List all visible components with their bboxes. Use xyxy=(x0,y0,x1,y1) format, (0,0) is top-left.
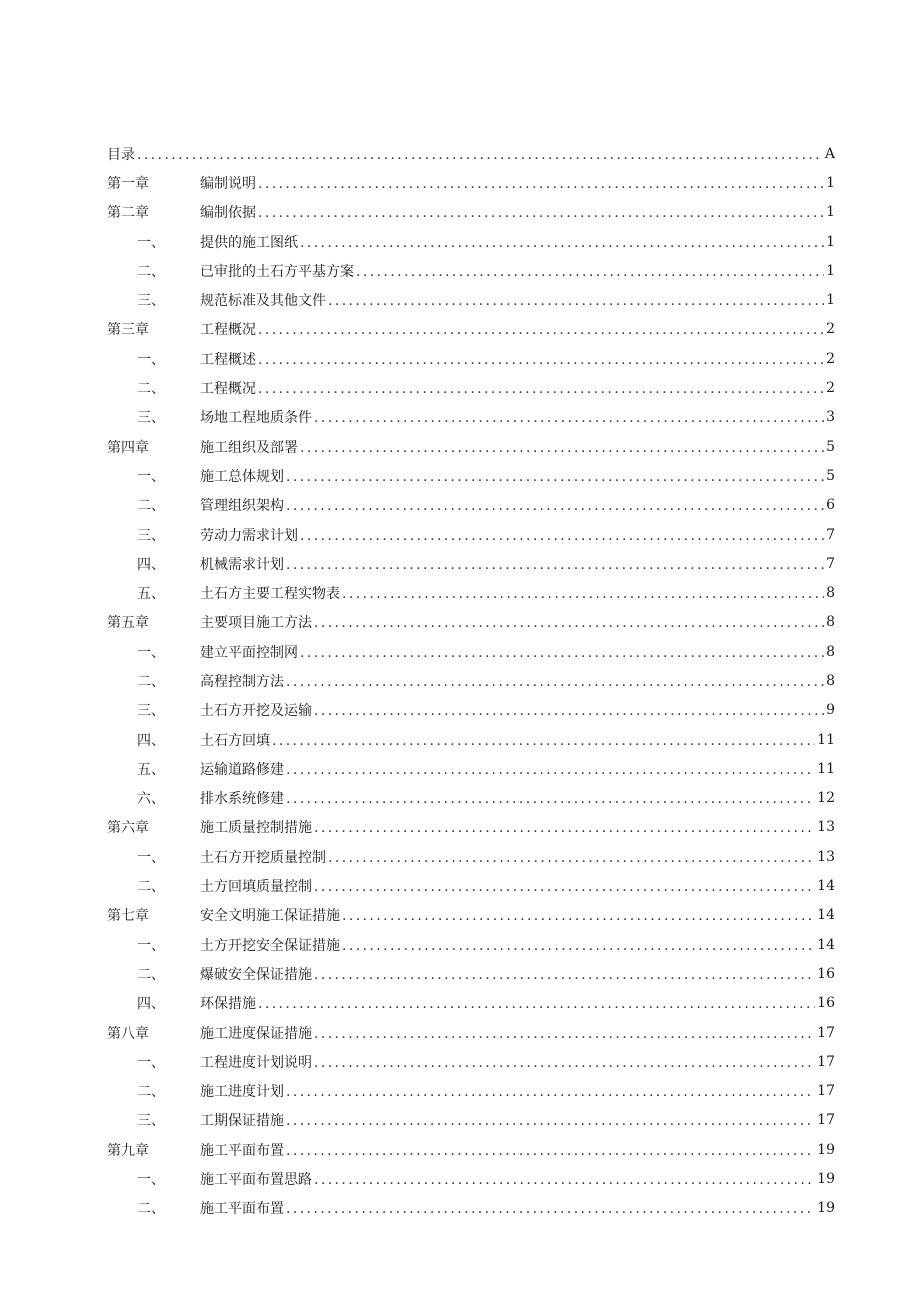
toc-entry-title: 排水系统修建 xyxy=(200,791,284,808)
toc-entry-title: 运输道路修建 xyxy=(200,761,284,778)
toc-entry-label: 三、 xyxy=(137,293,165,310)
toc-entry-page-number: 8 xyxy=(826,585,835,602)
toc-entry-page-number: 1 xyxy=(826,204,835,221)
toc-entry[interactable] xyxy=(107,344,835,373)
toc-entry-page-number: 8 xyxy=(826,672,835,689)
toc-entry-page-number: 1 xyxy=(826,292,835,309)
toc-entry-title: 施工平面布置 xyxy=(200,1142,284,1159)
toc-entry-page-number: 1 xyxy=(826,262,835,279)
toc-entry[interactable] xyxy=(107,784,835,813)
toc-entry-title: 爆破安全保证措施 xyxy=(200,966,312,983)
toc-dot-leader xyxy=(314,703,824,719)
toc-dot-leader xyxy=(286,1201,815,1217)
toc-dot-leader xyxy=(286,1143,815,1159)
toc-dot-leader xyxy=(328,293,824,309)
toc-entry[interactable] xyxy=(107,315,835,344)
toc-entry-title: 管理组织架构 xyxy=(200,498,284,515)
toc-entry-page-number: 13 xyxy=(817,848,835,865)
toc-entry-title: 土石方主要工程实物表 xyxy=(200,586,340,603)
toc-entry-page-number: 2 xyxy=(826,350,835,367)
toc-entry-title: 工程概况 xyxy=(200,322,256,339)
toc-dot-leader xyxy=(272,733,815,749)
toc-entry[interactable] xyxy=(107,549,835,578)
toc-entry-label: 五、 xyxy=(137,586,165,603)
toc-entry[interactable] xyxy=(107,901,835,930)
toc-entry-title: 已审批的土石方平基方案 xyxy=(200,263,354,280)
toc-entry[interactable] xyxy=(107,725,835,754)
toc-dot-leader xyxy=(286,469,824,485)
toc-entry-label: 二、 xyxy=(137,498,165,515)
toc-entry-label: 三、 xyxy=(137,703,165,720)
toc-entry-label: 一、 xyxy=(137,234,165,251)
toc-entry-page-number: 17 xyxy=(817,1083,835,1100)
toc-entry-title: 施工平面布置 xyxy=(200,1201,284,1218)
toc-entry-page-number: 11 xyxy=(817,760,835,777)
toc-entry[interactable] xyxy=(107,403,835,432)
toc-dot-leader xyxy=(342,586,824,602)
toc-dot-leader xyxy=(342,938,815,954)
toc-entry[interactable] xyxy=(107,227,835,256)
toc-entry-label: 目录 xyxy=(107,146,135,163)
toc-dot-leader xyxy=(258,322,824,338)
toc-entry[interactable] xyxy=(107,930,835,959)
toc-entry[interactable] xyxy=(107,1018,835,1047)
toc-entry-page-number: 2 xyxy=(826,380,835,397)
toc-entry-label: 第四章 xyxy=(107,439,149,456)
toc-entry-page-number: 9 xyxy=(826,702,835,719)
toc-entry-label: 三、 xyxy=(137,1113,165,1130)
toc-entry-page-number: 2 xyxy=(826,321,835,338)
toc-entry-title: 建立平面控制网 xyxy=(200,644,298,661)
toc-entry-label: 六、 xyxy=(137,791,165,808)
toc-entry-label: 第九章 xyxy=(107,1142,149,1159)
toc-entry-title: 施工平面布置思路 xyxy=(200,1172,312,1189)
toc-entry-page-number: 8 xyxy=(826,643,835,660)
toc-entry-label: 第三章 xyxy=(107,322,149,339)
toc-entry-label: 一、 xyxy=(137,849,165,866)
toc-entry[interactable] xyxy=(107,696,835,725)
toc-entry-title: 环保措施 xyxy=(200,996,256,1013)
toc-entry[interactable] xyxy=(107,520,835,549)
toc-entry-page-number: 7 xyxy=(826,526,835,543)
toc-dot-leader xyxy=(300,440,824,456)
toc-entry-page-number: 5 xyxy=(826,467,835,484)
toc-entry-title: 施工进度计划 xyxy=(200,1084,284,1101)
toc-dot-leader xyxy=(300,528,824,544)
toc-entry-title: 机械需求计划 xyxy=(200,556,284,573)
toc-entry[interactable] xyxy=(107,432,835,461)
toc-entry-title: 高程控制方法 xyxy=(200,673,284,690)
toc-entry[interactable] xyxy=(107,608,835,637)
toc-dot-leader xyxy=(328,850,815,866)
toc-entry-page-number: 5 xyxy=(826,438,835,455)
toc-entry[interactable] xyxy=(107,285,835,314)
toc-entry-page-number: 17 xyxy=(817,1112,835,1129)
toc-entry-label: 三、 xyxy=(137,410,165,427)
toc-entry-label: 第二章 xyxy=(107,205,149,222)
toc-entry-label: 一、 xyxy=(137,351,165,368)
toc-dot-leader xyxy=(258,381,824,397)
toc-entry-title: 规范标准及其他文件 xyxy=(200,293,326,310)
toc-dot-leader xyxy=(286,1084,815,1100)
toc-entry-label: 二、 xyxy=(137,673,165,690)
toc-entry[interactable] xyxy=(107,666,835,695)
toc-entry-title: 施工组织及部署 xyxy=(200,439,298,456)
toc-entry-label: 第六章 xyxy=(107,820,149,837)
toc-entry-label: 第一章 xyxy=(107,175,149,192)
toc-entry-page-number: 19 xyxy=(817,1141,835,1158)
toc-entry-page-number: 11 xyxy=(817,731,835,748)
toc-dot-leader xyxy=(314,820,815,836)
toc-entry[interactable] xyxy=(107,1047,835,1076)
toc-entry-title: 施工总体规划 xyxy=(200,468,284,485)
toc-dot-leader xyxy=(286,498,824,514)
toc-entry-label: 二、 xyxy=(137,1201,165,1218)
toc-entry[interactable] xyxy=(107,1135,835,1164)
toc-dot-leader xyxy=(300,235,824,251)
toc-entry-label: 四、 xyxy=(137,556,165,573)
toc-entry[interactable] xyxy=(107,373,835,402)
toc-entry-title: 场地工程地质条件 xyxy=(200,410,312,427)
toc-entry[interactable] xyxy=(107,168,835,197)
toc-entry-title: 编制依据 xyxy=(200,205,256,222)
toc-entry-label: 二、 xyxy=(137,1084,165,1101)
toc-entry-label: 第八章 xyxy=(107,1025,149,1042)
toc-entry-page-number: 1 xyxy=(826,233,835,250)
toc-entry-page-number: 7 xyxy=(826,555,835,572)
toc-entry-page-number: 17 xyxy=(817,1024,835,1041)
toc-entry-label: 二、 xyxy=(137,879,165,896)
toc-dot-leader xyxy=(258,996,815,1012)
toc-entry[interactable] xyxy=(107,1194,835,1223)
toc-entry-label: 一、 xyxy=(137,1172,165,1189)
toc-entry-title: 工程进度计划说明 xyxy=(200,1054,312,1071)
toc-entry-title: 工程概述 xyxy=(200,351,256,368)
toc-dot-leader xyxy=(258,176,824,192)
toc-entry-title: 安全文明施工保证措施 xyxy=(200,908,340,925)
toc-entry-title: 提供的施工图纸 xyxy=(200,234,298,251)
toc-entry[interactable] xyxy=(107,813,835,842)
toc-entry[interactable] xyxy=(107,1106,835,1135)
toc-dot-leader xyxy=(286,674,824,690)
toc-dot-leader xyxy=(286,762,815,778)
toc-entry-title: 编制说明 xyxy=(200,175,256,192)
toc-entry-title: 工程概况 xyxy=(200,381,256,398)
toc-dot-leader xyxy=(314,1172,815,1188)
toc-entry-label: 二、 xyxy=(137,966,165,983)
toc-entry-label: 一、 xyxy=(137,644,165,661)
toc-dot-leader xyxy=(286,1113,815,1129)
toc-entry[interactable] xyxy=(107,461,835,490)
toc-entry-title: 工期保证措施 xyxy=(200,1113,284,1130)
toc-entry-label: 二、 xyxy=(137,381,165,398)
toc-entry-title: 劳动力需求计划 xyxy=(200,527,298,544)
toc-entry[interactable] xyxy=(107,256,835,285)
toc-entry[interactable] xyxy=(107,491,835,520)
toc-dot-leader xyxy=(258,205,824,221)
toc-entry-page-number: 19 xyxy=(817,1200,835,1217)
toc-entry-title: 土石方开挖及运输 xyxy=(200,703,312,720)
toc-entry-label: 五、 xyxy=(137,761,165,778)
toc-entry-page-number: 14 xyxy=(817,907,835,924)
toc-entry-title: 施工进度保证措施 xyxy=(200,1025,312,1042)
toc-dot-leader xyxy=(314,410,824,426)
toc-entry-title: 土方开挖安全保证措施 xyxy=(200,937,340,954)
toc-entry[interactable] xyxy=(107,637,835,666)
toc-entry-label: 第五章 xyxy=(107,615,149,632)
toc-entry-page-number: 13 xyxy=(817,819,835,836)
table-of-contents xyxy=(107,139,835,1223)
toc-entry[interactable] xyxy=(107,842,835,871)
toc-dot-leader xyxy=(137,147,823,163)
toc-entry[interactable] xyxy=(107,989,835,1018)
toc-entry-page-number: 14 xyxy=(817,936,835,953)
toc-dot-leader xyxy=(286,791,815,807)
toc-entry-label: 二、 xyxy=(137,263,165,280)
toc-entry-page-number: 12 xyxy=(817,790,835,807)
toc-entry-page-number: 8 xyxy=(826,614,835,631)
toc-entry-page-number: 1 xyxy=(826,174,835,191)
toc-entry-page-number: 16 xyxy=(817,995,835,1012)
toc-dot-leader xyxy=(258,352,824,368)
toc-dot-leader xyxy=(300,645,824,661)
toc-entry[interactable] xyxy=(107,959,835,988)
toc-entry-label: 一、 xyxy=(137,468,165,485)
toc-entry[interactable] xyxy=(107,139,835,168)
toc-entry-label: 第七章 xyxy=(107,908,149,925)
toc-dot-leader xyxy=(314,1055,815,1071)
toc-entry-page-number: 3 xyxy=(826,409,835,426)
toc-entry-label: 四、 xyxy=(137,732,165,749)
toc-entry[interactable] xyxy=(107,754,835,783)
toc-entry-title: 土石方回填 xyxy=(200,732,270,749)
toc-entry[interactable] xyxy=(107,871,835,900)
toc-dot-leader xyxy=(314,967,815,983)
toc-dot-leader xyxy=(314,615,824,631)
toc-dot-leader xyxy=(356,264,824,280)
toc-entry-title: 施工质量控制措施 xyxy=(200,820,312,837)
toc-entry-page-number: A xyxy=(824,145,835,162)
toc-entry[interactable] xyxy=(107,198,835,227)
toc-dot-leader xyxy=(286,557,824,573)
toc-entry-title: 主要项目施工方法 xyxy=(200,615,312,632)
toc-entry[interactable] xyxy=(107,1077,835,1106)
toc-entry-title: 土石方开挖质量控制 xyxy=(200,849,326,866)
toc-entry[interactable] xyxy=(107,578,835,607)
toc-entry-page-number: 17 xyxy=(817,1053,835,1070)
toc-entry-label: 四、 xyxy=(137,996,165,1013)
toc-entry-label: 一、 xyxy=(137,1054,165,1071)
toc-entry-page-number: 19 xyxy=(817,1171,835,1188)
toc-entry[interactable] xyxy=(107,1164,835,1193)
toc-entry-page-number: 14 xyxy=(817,878,835,895)
toc-dot-leader xyxy=(314,879,815,895)
toc-dot-leader xyxy=(342,908,815,924)
toc-entry-page-number: 6 xyxy=(826,497,835,514)
toc-entry-page-number: 16 xyxy=(817,965,835,982)
toc-entry-label: 三、 xyxy=(137,527,165,544)
toc-entry-title: 土方回填质量控制 xyxy=(200,879,312,896)
toc-dot-leader xyxy=(314,1026,815,1042)
toc-entry-label: 一、 xyxy=(137,937,165,954)
